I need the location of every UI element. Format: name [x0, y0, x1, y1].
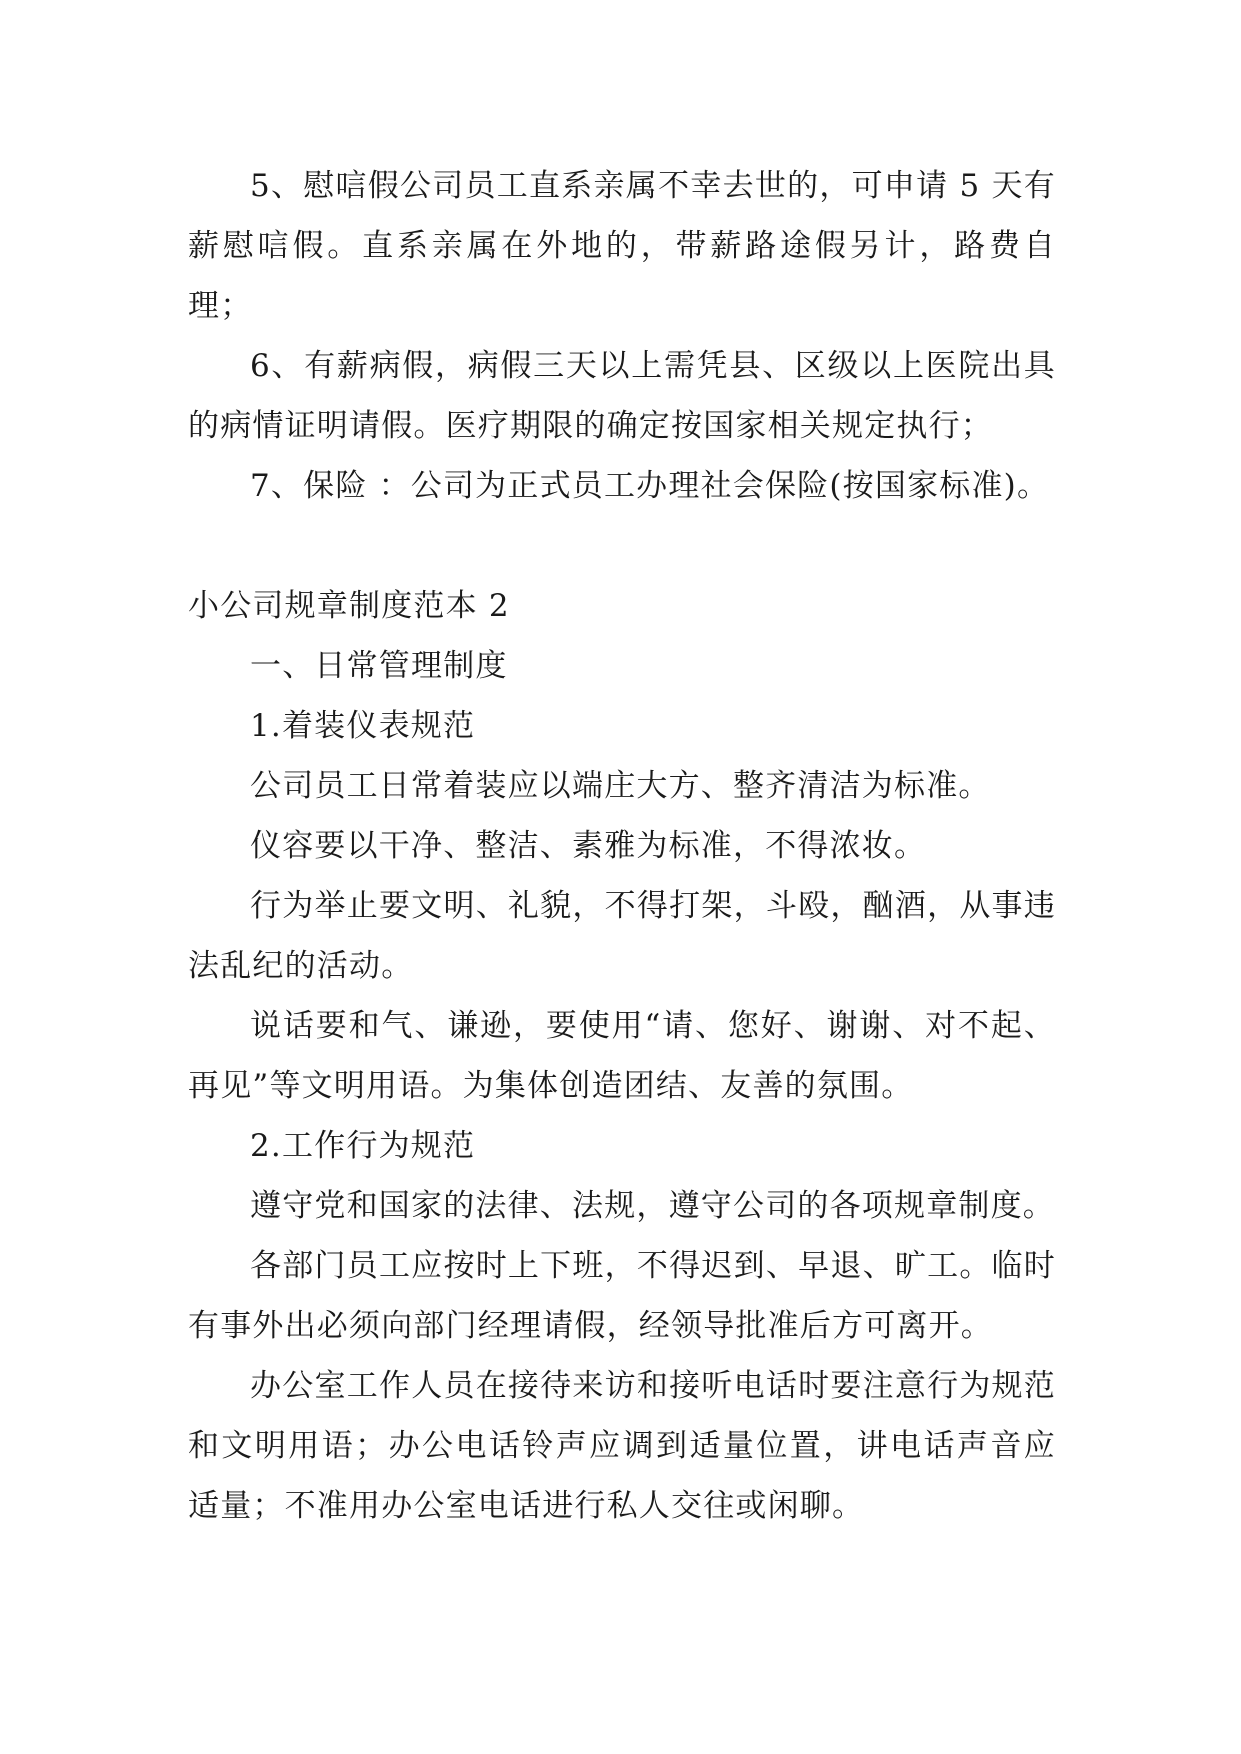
part2-paragraph: 办公室工作人员在接待来访和接听电话时要注意行为规范和文明用语；办公电话铃声应调到适量位置，讲电话声音应适量；不准用办公室电话进行私人交往或闲聊。: [188, 1368, 1056, 1524]
section-title: 小公司规章制度范本 2: [188, 588, 510, 624]
section-subtitle: 一、日常管理制度: [250, 648, 508, 684]
part1-heading: 1.着装仪表规范: [250, 708, 476, 744]
leave-item-condolence: 5、慰唁假公司员工直系亲属不幸去世的，可申请 5 天有薪慰唁假。直系亲属在外地的，带薪路途假另计，路费自理；: [188, 168, 1056, 324]
part1-paragraph: 仪容要以干净、整洁、素雅为标准，不得浓妆。: [250, 828, 927, 864]
part2-heading: 2.工作行为规范: [250, 1128, 476, 1164]
leave-item-sick: 6、有薪病假，病假三天以上需凭县、区级以上医院出具的病情证明请假。医疗期限的确定按国家相关规定执行；: [188, 348, 1056, 444]
part2-paragraph: 各部门员工应按时上下班，不得迟到、早退、旷工。临时有事外出必须向部门经理请假，经领导批准后方可离开。: [188, 1248, 1056, 1344]
part1-paragraph: 说话要和气、谦逊，要使用“请、您好、谢谢、对不起、再见”等文明用语。为集体创造团结、友善的氛围。: [188, 1008, 1056, 1104]
part1-paragraph: 行为举止要文明、礼貌，不得打架，斗殴，酗酒，从事违法乱纪的活动。: [188, 888, 1056, 984]
leave-item-insurance: 7、保险 ：公司为正式员工办理社会保险(按国家标准)。: [250, 468, 1050, 504]
part2-paragraph: 遵守党和国家的法律、法规，遵守公司的各项规章制度。: [250, 1188, 1055, 1224]
document-body: [188, 156, 1056, 1536]
part1-paragraph: 公司员工日常着装应以端庄大方、整齐清洁为标准。: [250, 768, 991, 804]
